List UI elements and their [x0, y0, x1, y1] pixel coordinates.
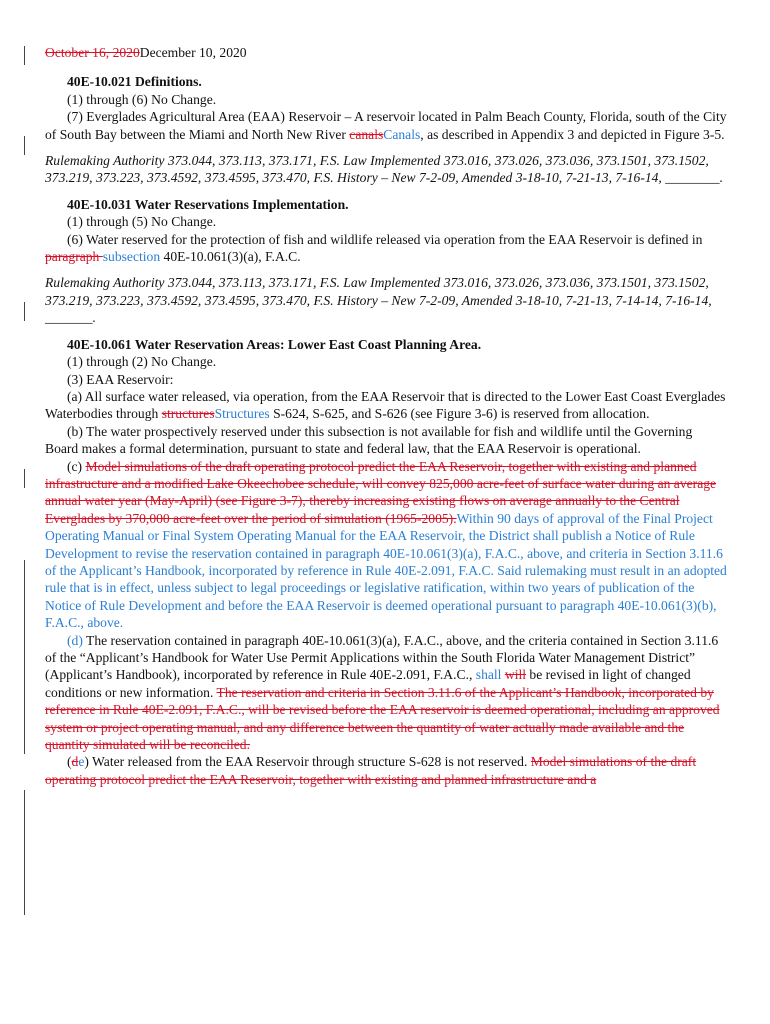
reservation-paragraph-c — [45, 458, 728, 632]
reservation-paragraph-d — [45, 632, 728, 754]
reservation-paragraph-e — [45, 753, 728, 788]
revision-date-line — [45, 44, 728, 61]
text-run: ) Water released from the EAA Reservoir through structure S-628 is not reserved. — [84, 754, 531, 770]
deleted-text: Model simulations of the draft operating protocol predict the EAA Reservoir, together with existing and planned infrastructure and a — [45, 754, 697, 787]
change-bar-paragraph-c — [24, 560, 25, 754]
deleted-text: Model simulations of the draft operating protocol predict the EAA Reservoir, together with existing and planned infrastructure and a modified Lake Okeechobee schedule, will convey 825,000 acre-feet of surface water during an average annual water year (May-April) (see Figure 3-7), thereby increasing existing flows on average annually to the Central Everglades by 370,000 acre-feet over the period of simulation (1965-2005). — [45, 458, 717, 526]
definitions-item-7 — [45, 108, 728, 143]
text-run: ( — [67, 754, 72, 770]
section-heading-definitions: 40E-10.021 Definitions. — [67, 74, 202, 90]
text-run: , as described in Appendix 3 and depicted in Figure 3-5. — [420, 126, 725, 142]
change-bar-definitions — [24, 136, 25, 155]
change-bar-structures — [24, 469, 25, 488]
inserted-text: Canals — [383, 126, 421, 142]
inserted-text: Within 90 days of approval of the Final Project Operating Manual or Final System Operating Manual for the EAA Reservoir, the District shall publish a Notice of Rule Development to revise the reservation contained in paragraph 40E-10.061(3)(a), F.A.C., above, and criteria in Section 3.11.6 of the Applicant’s Handbook, incorporated by reference in Rule 40E-2.091, F.A.C. Said rulemaking must result in an adopted rule that is in effect, unless subject to legal proceedings or legislative ratification, within two years of publication of the Notice of Rule Development and before the EAA Reservoir is deemed operational pursuant to paragraph 40E-10.061(3)(b), F.A.C., above. — [45, 510, 727, 631]
implementation-item-6 — [45, 231, 728, 266]
reservation-paragraph-b: (b) The water prospectively reserved under this subsection is not available for fish and wildlife until the Governing Board makes a formal determination, pursuant to state and federal law, that the EAA Reservoir is operational. — [45, 423, 693, 457]
document-body — [45, 44, 728, 788]
text-run: S-624, S-625, and S-626 (see Figure 3-6) is reserved from allocation. — [269, 406, 650, 422]
text-run: (7) Everglades Agricultural Area (EAA) Reservoir – A reservoir located in Palm Beach County, Florida, south of the City of South Bay between the Miami and North New River — [45, 109, 727, 142]
implementation-no-change: (1) through (5) No Change. — [67, 214, 217, 230]
definitions-no-change: (1) through (6) No Change. — [67, 91, 217, 107]
text-run: 40E-10.061(3)(a), F.A.C. — [160, 249, 301, 265]
current-date: December 10, 2020 — [139, 45, 247, 60]
inserted-text: subsection — [102, 249, 161, 265]
change-bar-implementation — [24, 302, 25, 321]
deleted-text: canals — [349, 126, 384, 142]
deleted-date: October 16, 2020 — [45, 45, 140, 60]
section-heading-reservation-areas: 40E-10.061 Water Reservation Areas: Lower East Coast Planning Area. — [67, 336, 482, 352]
change-bar-paragraph-d — [24, 790, 25, 915]
inserted-text: e — [78, 754, 85, 770]
text-run: (6) Water reserved for the protection of fish and wildlife released via operation from the EAA Reservoir is defined in — [67, 231, 703, 247]
inserted-text: (d) — [67, 632, 83, 648]
text-run: (c) — [67, 458, 86, 474]
change-bar-date — [24, 46, 25, 65]
deleted-text: d — [71, 754, 79, 770]
inserted-text: Structures — [214, 406, 270, 422]
deleted-text: structures — [161, 406, 215, 422]
rulemaking-authority-definitions: Rulemaking Authority 373.044, 373.113, 373.171, F.S. Law Implemented 373.016, 373.026, 373.036, 373.1501, 373.1502, 373.219, 373.223, 373.4592, 373.4595, 373.470, F.S. History – New 7-2-09, Amended 3-18-10, 7-21-13, 7-16-14, ________. — [45, 153, 724, 186]
deleted-text: paragraph — [45, 249, 103, 265]
text-run: The reservation contained in paragraph 40E-10.061(3)(a), F.A.C., above, and the criteria contained in Section 3.11.6 of the “Applicant’s Handbook for Water Use Permit Applications within the South Florida Water Management District” (Applicant’s Handbook), incorporated by reference in Rule 40E-2.091, F.A.C., — [45, 632, 719, 683]
rulemaking-authority-implementation: Rulemaking Authority 373.044, 373.113, 373.171, F.S. Law Implemented 373.016, 373.026, 373.036, 373.1501, 373.1502, 373.219, 373.223, 373.4592, 373.4595, 373.470, F.S. History – New 7-2-09, Amended 3-18-10, 7-21-13, 7-14-14, 7-16-14, _______. — [45, 275, 712, 326]
text-run: (a) All surface water released, via operation, from the EAA Reservoir that is directed to the Lower East Coast Everglades Waterbodies through — [45, 388, 726, 422]
reservation-no-change: (1) through (2) No Change. — [67, 354, 217, 370]
reservation-item-3: (3) EAA Reservoir: — [67, 371, 174, 387]
section-heading-implementation: 40E-10.031 Water Reservations Implementation. — [67, 196, 349, 212]
deleted-text: will — [504, 667, 527, 683]
text-run: be revised in light of changed conditions or new information. — [45, 667, 691, 700]
reservation-paragraph-a — [45, 388, 728, 423]
inserted-text: shall — [475, 667, 502, 683]
deleted-text: The reservation and criteria in Section 3.11.6 of the Applicant’s Handbook, incorporated by reference in Rule 40E-2.091, F.A.C., will be revised before the EAA reservoir is deemed operational, including an approved system or project operating manual, and any difference between the quantity of water actually made available and the quantity simulated will be reconciled. — [45, 684, 720, 753]
